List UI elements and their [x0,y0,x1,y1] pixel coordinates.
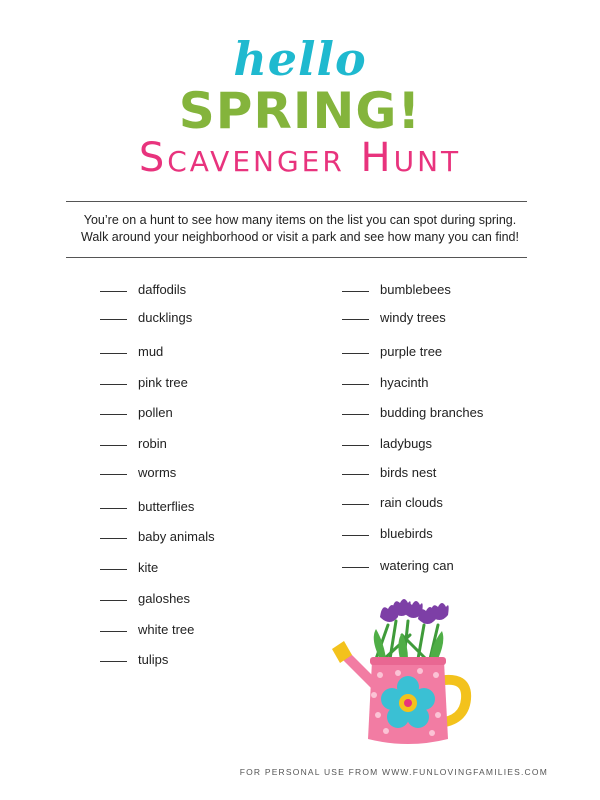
check-blank[interactable] [342,353,369,354]
divider-top [66,201,527,202]
can-rim [370,657,446,665]
checklist-label: tulips [138,652,169,667]
check-blank[interactable] [100,445,127,446]
check-blank[interactable] [100,291,127,292]
checklist-label: white tree [138,622,195,637]
check-blank[interactable] [100,600,127,601]
checklist-label: mud [138,344,164,359]
checklist-label: purple tree [380,344,443,359]
title-spring: SPRING! [178,82,422,140]
check-blank[interactable] [342,535,369,536]
intro-line-1: You’re on a hunt to see how many items on the list you can spot during spring. [83,213,517,227]
check-blank[interactable] [342,567,369,568]
checklist-label: ladybugs [380,436,433,451]
checklist-label: pink tree [138,375,188,390]
checklist-label: windy trees [380,310,446,325]
checklist-label: baby animals [138,529,215,544]
check-blank[interactable] [100,353,127,354]
check-blank[interactable] [342,474,369,475]
check-blank[interactable] [342,384,369,385]
check-blank[interactable] [342,414,369,415]
check-blank[interactable] [342,445,369,446]
checklist-label: worms [138,465,177,480]
title-hello: hello [233,32,367,86]
watering-can-illustration [318,595,478,755]
footer-credit: FOR PERSONAL USE FROM WWW.FUNLOVINGFAMILIES.COM [239,767,548,777]
checklist-label: bluebirds [380,526,433,541]
checklist-label: kite [138,560,159,575]
checklist-label: daffodils [138,282,187,297]
check-blank[interactable] [342,319,369,320]
checklist-label: robin [138,436,167,451]
check-blank[interactable] [342,504,369,505]
checklist-label: rain clouds [380,495,443,510]
checklist-label: bumblebees [380,282,451,297]
checklist-label: watering can [380,558,454,573]
title-scavenger-hunt: Scavenger Hunt [138,135,462,181]
check-blank[interactable] [100,538,127,539]
check-blank[interactable] [100,319,127,320]
check-blank[interactable] [100,508,127,509]
checklist-label: birds nest [380,465,437,480]
check-blank[interactable] [100,384,127,385]
check-blank[interactable] [100,474,127,475]
divider-bottom [66,257,527,258]
checklist-label: butterflies [138,499,195,514]
check-blank[interactable] [100,661,127,662]
check-blank[interactable] [100,569,127,570]
check-blank[interactable] [342,291,369,292]
checklist-label: pollen [138,405,173,420]
check-blank[interactable] [100,631,127,632]
intro-line-2: Walk around your neighborhood or visit a park and see how many you can find! [81,230,519,244]
checklist-label: hyacinth [380,375,429,390]
tulip-flowers [380,599,449,624]
checklist-label: galoshes [138,591,191,606]
checklist-label: budding branches [380,405,484,420]
checklist-label: ducklings [138,310,193,325]
intro-text [40,212,560,246]
check-blank[interactable] [100,414,127,415]
